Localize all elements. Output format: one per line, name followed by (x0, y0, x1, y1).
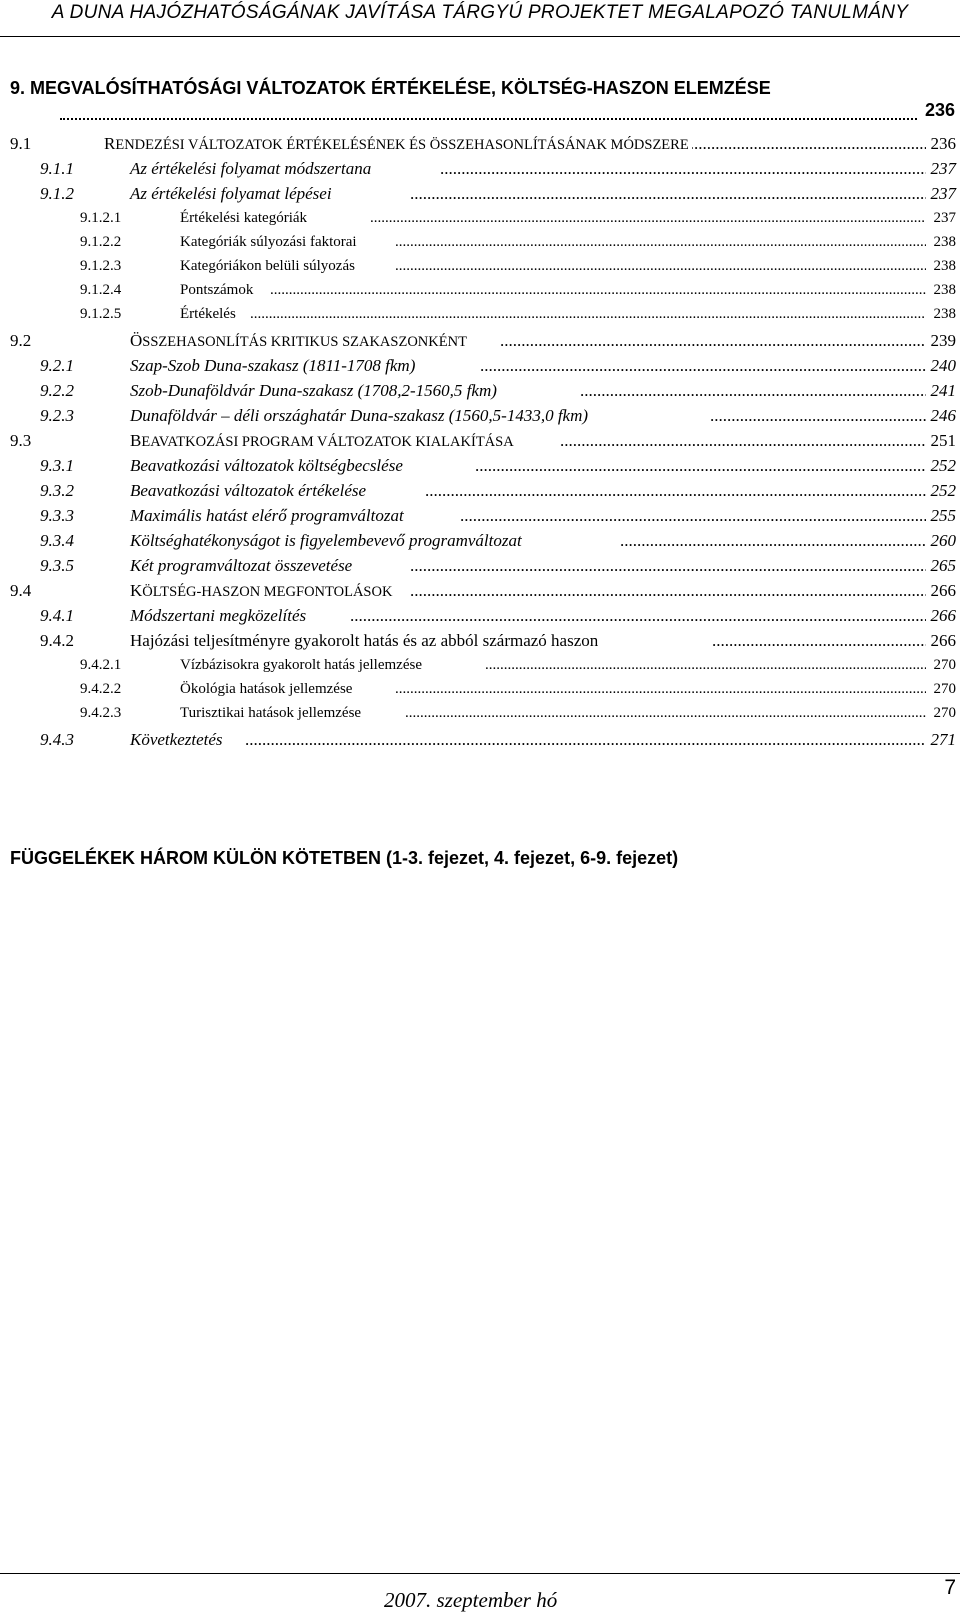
toc-entry-number: 9.4.2.1 (80, 657, 122, 673)
toc-entry-page: 255 (928, 506, 957, 526)
toc-entry-page: 270 (931, 705, 957, 722)
dot-leader (425, 481, 926, 501)
toc-entry-number: 9.4 (10, 581, 32, 600)
toc-entry-page: 237 (928, 184, 957, 204)
toc-entry-page: 237 (931, 210, 957, 227)
dot-leader (405, 705, 926, 722)
toc-entry-number: 9.2 (10, 331, 32, 350)
toc-entry-number: 9.3.4 (40, 531, 74, 550)
footer-date: 2007. szeptember hó (384, 1588, 558, 1612)
toc-entry-page: 252 (928, 456, 957, 476)
toc-entry-page: 238 (931, 234, 957, 251)
dot-leader (660, 134, 926, 154)
toc-entry[interactable] (0, 681, 960, 705)
dot-leader (410, 556, 926, 576)
appendix-note: FÜGGELÉKEK HÁROM KÜLÖN KÖTETBEN (1-3. fejezet, 4. fejezet, 6-9. fejezet) (10, 848, 679, 868)
toc-entry-number: 9.4.3 (40, 730, 74, 749)
toc-entry-title: Beavatkozási változatok értékelése (130, 481, 369, 501)
toc-entry-page: 251 (928, 431, 957, 451)
dot-leader (395, 234, 926, 251)
toc-entry-title: Értékelés (180, 306, 239, 323)
toc-entry[interactable] (0, 506, 960, 530)
toc-entry-page: 240 (928, 356, 957, 376)
toc-entry-number: 9.2.3 (40, 406, 74, 425)
toc-entry-page: 252 (928, 481, 957, 501)
toc-entry-number: 9.1.2.3 (80, 258, 122, 274)
toc-entry[interactable] (0, 730, 960, 754)
dot-leader (710, 406, 926, 426)
toc-entry-title: Kategóriák súlyozási faktorai (180, 234, 360, 251)
toc-entry-title: RENDEZÉSI VÁLTOZATOK ÉRTÉKELÉSÉNEK ÉS ÖSSZEHASONLÍTÁSÁNAK MÓDSZERE (104, 134, 692, 154)
toc-entry-number: 9.1.2.2 (80, 234, 122, 250)
toc-entry-title: Dunaföldvár – déli országhatár Duna-szakasz (1560,5-1433,0 fkm) (130, 406, 591, 426)
toc-entry-title: ÖSSZEHASONLÍTÁS KRITIKUS SZAKASZONKÉNT (130, 331, 470, 351)
toc-entry[interactable] (0, 282, 960, 306)
toc-entry-title: Maximális hatást elérő programváltozat (130, 506, 407, 526)
toc-entry-page: 270 (931, 657, 957, 674)
toc-entry-title: Beavatkozási változatok költségbecslése (130, 456, 406, 476)
chapter-page-line (10, 100, 955, 126)
toc-entry[interactable] (0, 531, 960, 555)
dot-leader (370, 210, 926, 227)
toc-entry[interactable] (0, 258, 960, 282)
dot-leader (460, 506, 926, 526)
toc-entry[interactable] (0, 134, 960, 158)
chapter-page-number: 236 (924, 100, 955, 120)
toc-entry-number: 9.2.2 (40, 381, 74, 400)
toc-entry[interactable] (0, 481, 960, 505)
toc-entry-number: 9.3.3 (40, 506, 74, 525)
toc-entry-number: 9.3.1 (40, 456, 74, 475)
toc-entry[interactable] (0, 159, 960, 183)
toc-entry-number: 9.1 (10, 134, 32, 153)
toc-entry[interactable] (0, 331, 960, 355)
toc-entry-number: 9.2.1 (40, 356, 74, 375)
toc-entry-page: 239 (928, 331, 957, 351)
toc-entry-title: Vízbázisokra gyakorolt hatás jellemzése (180, 657, 425, 674)
toc-entry-number: 9.1.2.4 (80, 282, 122, 298)
toc-entry-number: 9.4.2.3 (80, 705, 122, 721)
toc-entry-page: 260 (928, 531, 957, 551)
toc-entry-title: Pontszámok (180, 282, 256, 299)
toc-entry-title: Turisztikai hatások jellemzése (180, 705, 364, 722)
toc-entry-page: 271 (928, 730, 957, 750)
dot-leader (60, 118, 917, 120)
toc-entry-title: Következtetés (130, 730, 226, 750)
toc-entry-title: KÖLTSÉG-HASZON MEGFONTOLÁSOK (130, 581, 395, 601)
toc-entry[interactable] (0, 705, 960, 729)
toc-entry-page: 238 (931, 306, 957, 323)
toc-entry-number: 9.1.2.1 (80, 210, 122, 226)
toc-entry-page: 246 (928, 406, 957, 426)
toc-entry-title: Módszertani megközelítés (130, 606, 309, 626)
toc-entry-number: 9.4.2 (40, 631, 74, 650)
dot-leader (475, 456, 926, 476)
toc-entry-title: Az értékelési folyamat lépései (130, 184, 335, 204)
toc-entry-page: 266 (928, 631, 957, 651)
toc-entry-number: 9.3.2 (40, 481, 74, 500)
dot-leader (500, 331, 926, 351)
toc-entry-title: Két programváltozat összevetése (130, 556, 355, 576)
toc-entry-title: Ökológia hatások jellemzése (180, 681, 355, 698)
dot-leader (410, 184, 926, 204)
toc-entry[interactable] (0, 234, 960, 258)
dot-leader (395, 258, 926, 275)
dot-leader (580, 381, 926, 401)
dot-leader (350, 606, 926, 626)
toc-entry-title: Szap-Szob Duna-szakasz (1811-1708 fkm) (130, 356, 418, 376)
toc-entry-number: 9.4.1 (40, 606, 74, 625)
toc-entry-page: 266 (928, 606, 957, 626)
toc-entry[interactable] (0, 184, 960, 208)
toc-entry[interactable] (0, 631, 960, 655)
dot-leader (410, 581, 926, 601)
toc-entry[interactable] (0, 581, 960, 605)
document-title: A DUNA HAJÓZHATÓSÁGÁNAK JAVÍTÁSA TÁRGYÚ PROJEKTET MEGALAPOZÓ TANULMÁNY (51, 2, 909, 23)
toc-entry[interactable] (0, 356, 960, 380)
toc-entry[interactable] (0, 306, 960, 330)
toc-entry[interactable] (0, 606, 960, 630)
toc-entry-number: 9.1.1 (40, 159, 74, 178)
toc-entry[interactable] (0, 556, 960, 580)
toc-entry-page: 237 (928, 159, 957, 179)
toc-entry-page: 238 (931, 282, 957, 299)
toc-entry-number: 9.1.2.5 (80, 306, 122, 322)
toc-entry-title: Az értékelési folyamat módszertana (130, 159, 374, 179)
toc-entry-page: 266 (928, 581, 957, 601)
dot-leader (250, 306, 926, 323)
page-footer (0, 1573, 960, 1623)
dot-leader (245, 730, 926, 750)
toc-entry-title: Kategóriákon belüli súlyozás (180, 258, 358, 275)
page-header (0, 0, 960, 37)
dot-leader (395, 681, 926, 698)
dot-leader (560, 431, 926, 451)
toc-entry[interactable] (0, 406, 960, 430)
toc-entry[interactable] (0, 431, 960, 455)
footer-page-number: 7 (944, 1576, 956, 1599)
toc-entry-number: 9.4.2.2 (80, 681, 122, 697)
dot-leader (620, 531, 926, 551)
toc-entry-page: 238 (931, 258, 957, 275)
toc-entry[interactable] (0, 210, 960, 234)
toc-entry-number: 9.3 (10, 431, 32, 450)
toc-entry-title: Költséghatékonyságot is figyelembevevő programváltozat (130, 531, 525, 551)
toc-entry-page: 241 (928, 381, 957, 401)
dot-leader (480, 356, 926, 376)
toc-entry-number: 9.3.5 (40, 556, 74, 575)
toc-entry-number: 9.1.2 (40, 184, 74, 203)
toc-entry[interactable] (0, 456, 960, 480)
toc-entry-title: Értékelési kategóriák (180, 210, 310, 227)
toc-entry-title: Szob-Dunaföldvár Duna-szakasz (1708,2-1560,5 fkm) (130, 381, 500, 401)
dot-leader (440, 159, 926, 179)
toc-entry[interactable] (0, 657, 960, 681)
toc-entry-page: 270 (931, 681, 957, 698)
toc-entry-page: 236 (928, 134, 957, 154)
toc-entry-page: 265 (928, 556, 957, 576)
chapter-title: 9. MEGVALÓSÍTHATÓSÁGI VÁLTOZATOK ÉRTÉKELÉSE, KÖLTSÉG-HASZON ELEMZÉSE (10, 78, 771, 98)
dot-leader (712, 631, 926, 651)
dot-leader (270, 282, 926, 299)
toc-entry[interactable] (0, 381, 960, 405)
dot-leader (485, 657, 926, 674)
toc-entry-title: BEAVATKOZÁSI PROGRAM VÁLTOZATOK KIALAKÍTÁSA (130, 431, 517, 451)
toc-entry-title: Hajózási teljesítményre gyakorolt hatás és az abból származó haszon (130, 631, 601, 651)
